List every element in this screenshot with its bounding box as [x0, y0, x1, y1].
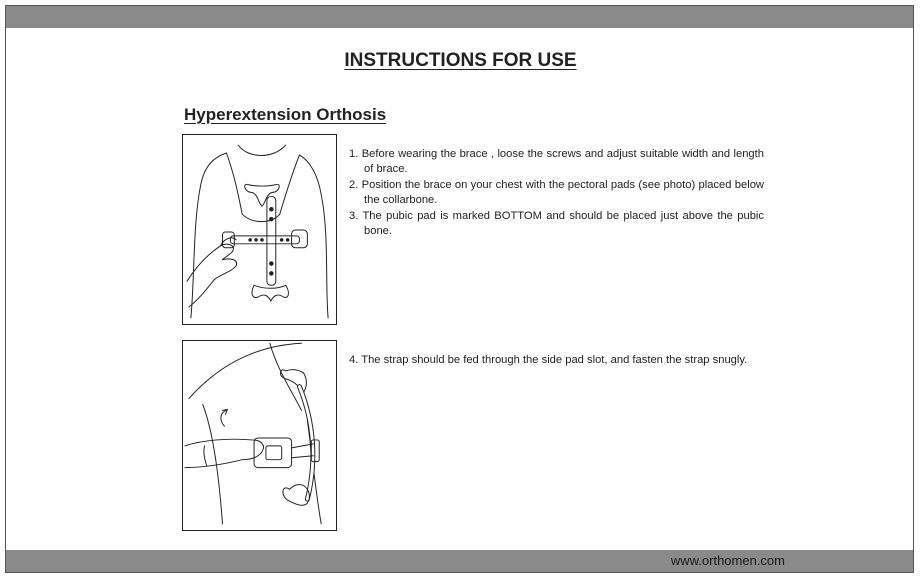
instruction-steps-2	[349, 353, 764, 368]
side-view-strap-illustration	[182, 340, 337, 531]
step-3: 3. The pubic pad is marked BOTTOM and should be placed just above the pubic bone.	[349, 209, 764, 238]
website-link[interactable]: www.orthomen.com	[670, 553, 785, 568]
section-title: Hyperextension Orthosis	[184, 105, 387, 124]
footer-bar	[6, 550, 913, 572]
instruction-steps-1	[349, 147, 764, 239]
step-2: 2. Position the brace on your chest with the pectoral pads (see photo) placed below the collarbone.	[349, 178, 764, 207]
front-view-brace-illustration	[182, 134, 337, 325]
page-title: INSTRUCTIONS FOR USE	[344, 50, 577, 71]
top-bar	[6, 6, 913, 28]
step-1: 1. Before wearing the brace , loose the screws and adjust suitable width and length of brace.	[349, 148, 764, 176]
page-frame	[5, 5, 914, 573]
step-4: 4. The strap should be fed through the side pad slot, and fasten the strap snugly.	[349, 354, 748, 366]
